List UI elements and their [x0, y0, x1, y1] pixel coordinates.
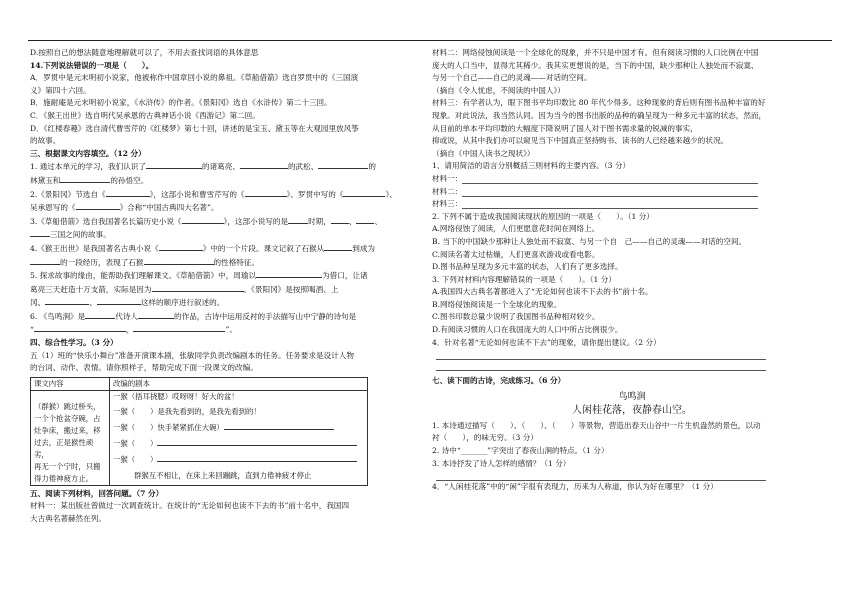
right-column: [432, 47, 832, 494]
script-line: 群猴互不相让，在床上来回蹦跳，直到力倦神疲才停止: [110, 470, 368, 486]
fill-5-line-3: [30, 296, 422, 310]
fill-4-text-c: 到成为: [352, 243, 376, 253]
script-line: [110, 437, 368, 453]
blank[interactable]: [245, 188, 287, 197]
fill-2-text-c: 》、罗贯中写的《: [286, 189, 344, 199]
q14-option-d: D．《红楼春趣》选自清代曹雪芹的《红楼梦》第七十回，讲述的是宝玉、黛玉等在大观园里放风筝: [30, 123, 359, 133]
fill-5-text-a: 5. 探求故事的缘由，能帮助我们理解课文。《草船借箭》中，周瑜以: [30, 271, 257, 281]
fill-4-line-2: [30, 256, 422, 270]
answer-line[interactable]: [436, 360, 766, 371]
fill-3-text-c: 时期，: [308, 216, 331, 226]
material-3-line-4: 抑或说，从其中我们亦可以窥见当下中国真正坚持购书、读书的人已经越来越少的状况。: [432, 136, 729, 146]
original-text-line: 再无一个宁时，只搬: [34, 461, 101, 471]
q14-option-b: B．施耐庵是元末明初小说家，《水浒传》的作者。《景阳冈》选自《水浒传》第二十三回。: [30, 98, 332, 108]
fill-4-text-a: 4.《猴王出世》是我国著名古典小说《: [30, 243, 159, 253]
section-4-intro-2: 的台词、动作、表情。请你照样子，帮助完成下面一段课文的改编。: [30, 363, 258, 373]
blank[interactable]: [256, 269, 322, 278]
blank[interactable]: [288, 215, 308, 224]
fill-5-text-c: 葛亮三天赶造十万支箭，实际是因为: [30, 284, 152, 294]
answer-label: 材料三：: [432, 199, 463, 209]
fill-6-line-2: [30, 323, 422, 337]
fill-2-line-2: [30, 201, 422, 215]
blank[interactable]: [331, 215, 349, 224]
script-text: 一猴（ ）快手紧紧抓住大碗）: [113, 422, 224, 432]
blank[interactable]: [318, 160, 368, 169]
fill-2-text-f: 》合称“中国古典四大名著”。: [119, 203, 219, 213]
fill-1-text-c: 的武松、: [287, 162, 319, 172]
reading-q3-option-b: B.网络侵蚀阅读是一个全球化的现象。: [432, 299, 562, 309]
poem-q2: 2. 诗中“_______”字突出了春夜山涧的特点。（1 分）: [432, 446, 609, 456]
answer-row: [432, 186, 832, 199]
script-line: 一猴（捂耳挠腮）哎呀呀！好大的盆！: [110, 390, 368, 406]
fill-5-line-1: [30, 269, 422, 283]
original-text-cell: [31, 390, 110, 485]
fill-3-text-f: 三国之间的故事。: [50, 230, 111, 240]
blank[interactable]: [106, 188, 150, 197]
fill-5-text-d: 。《景阳冈》是按照喝酒、上: [243, 284, 339, 294]
blank[interactable]: [159, 242, 203, 251]
section-7-title: 七、读下面的古诗，完成练习。（6 分）: [432, 376, 566, 386]
fill-3-line-2: [30, 228, 422, 242]
blank[interactable]: [133, 323, 225, 332]
fill-6-text-e: ，: [125, 325, 134, 335]
script-text: 一猴（ ）是我先看到的，是我先看到的！: [113, 406, 261, 416]
material-2-line-3: 与另一个自己——自己的灵魂——对话的空间。: [432, 73, 592, 83]
q14-option-a-cont: 义》第四十六回。: [30, 85, 91, 95]
script-text: 一猴（ ）: [113, 455, 158, 465]
fill-6-text-b: 代诗人: [115, 311, 139, 321]
reading-q2-option-c: C.阅读名著太过枯燥，人们更喜欢游戏或看电影。: [432, 249, 600, 259]
poem-q3: 3. 本诗抒发了诗人怎样的感情？（1 分）: [432, 458, 571, 468]
poem-line: 人闲桂花落，夜静春山空。: [572, 404, 692, 416]
material-1-line-1: 材料一：某出版社曾做过一次调查统计。在统计的“无论如何也读不下去的书”前十名中，我国四: [30, 501, 350, 511]
blank[interactable]: [45, 296, 89, 305]
fill-6-line-1: [30, 310, 422, 324]
fill-1-text-f: 的孙悟空。: [110, 175, 149, 185]
blank[interactable]: [224, 421, 334, 430]
original-text-line: 得力倦神疲方止。: [34, 473, 94, 483]
fill-2-text-b: 》，这部小说和曹雪芹写的《: [149, 189, 245, 199]
answer-line[interactable]: [462, 186, 758, 197]
poem-q1-line-2: 衬（ ），的味无穷。（3 分）: [432, 433, 538, 443]
poem-q4: 4．“人闲桂花落”中的“闲”字很有表现力，历来为人称道，你认为好在哪里？（1 分）: [432, 482, 718, 492]
fill-4-text-d: 的一段经历，表现了石猴: [60, 257, 144, 267]
blank[interactable]: [157, 437, 357, 446]
blank[interactable]: [343, 188, 385, 197]
answer-line[interactable]: [462, 173, 758, 184]
fill-5-text-e: 冈、: [30, 298, 46, 308]
section-5-title: 五、阅读下列材料，回答问题。（7 分）: [30, 488, 164, 498]
q14-option-a: A．罗贯中是元末明初小说家，他被称作中国章回小说的鼻祖。《草船借箭》选自罗贯中的《三国演: [30, 73, 359, 83]
material-1-line-2: 大古典名著赫然在列。: [30, 514, 106, 524]
blank[interactable]: [240, 160, 288, 169]
answer-line[interactable]: [436, 470, 766, 481]
reading-q4: 4．针对名著“无论如何也读不下去”的现象，请你提出建议。（2 分）: [432, 337, 661, 347]
reading-q2-option-a: A.网络侵蚀了阅读，人们更愿意花时间在网络上。: [432, 224, 600, 234]
poem-q1-line-1: 1. 本诗通过描写（ ）、（ ）、（ ）等景物，营造出春天山谷中一片生机盎然的景色，以动: [432, 420, 761, 430]
q13-option-d: D.按照自己的想法随意地理解就可以了，不用去查找词语的具体意思: [30, 48, 259, 57]
answer-line[interactable]: [436, 349, 766, 360]
blank[interactable]: [97, 296, 141, 305]
q14-title: 14.下列说法错误的一项是（ ）。: [30, 60, 154, 70]
blank[interactable]: [30, 256, 60, 265]
material-3-source: （摘自《中国人读书之现状》）: [432, 148, 535, 158]
fill-1-line-2: [30, 174, 422, 188]
answer-row: [432, 198, 832, 211]
material-2-source: （摘自《令人忧虑，不阅读的中国人》）: [432, 85, 565, 95]
blank[interactable]: [144, 256, 214, 265]
q14-option-c: C．《猴王出世》选自明代吴承恩的古典神话小说《西游记》第二回。: [30, 110, 260, 120]
answer-row: [432, 173, 832, 186]
original-text-line: （群猴）跳过桥头，: [34, 401, 101, 411]
blank[interactable]: [34, 323, 126, 332]
fill-6-text-a: 6. 《鸟鸣涧》是: [30, 311, 86, 321]
section-4-intro-1: 五（1）班的“快乐小舞台”准备开演课本剧，张敏同学负责改编剧本的任务。任务要求是设计人物: [30, 350, 354, 360]
fill-1-text-d: 的: [368, 162, 376, 172]
script-line: [110, 406, 368, 421]
poem-title: 鸟鸣涧: [618, 391, 646, 402]
fill-2-text-d: 》、: [385, 189, 397, 199]
fill-2-line-1: [30, 188, 422, 202]
fill-4-line-1: [30, 242, 422, 256]
original-text-line: 过去，正是猴性顽劣，: [34, 437, 94, 459]
table-header: 课文内容: [31, 377, 110, 390]
material-2-line-2: 庞大的人口当中，显得尤其稀少。我其实更想说的是，当下的中国，缺少那种让人独处而不寂寞、: [432, 60, 759, 70]
blank[interactable]: [152, 283, 244, 292]
fill-3-line-1: [30, 215, 422, 229]
blank[interactable]: [30, 228, 50, 237]
answer-label: 材料一：: [432, 173, 463, 183]
fill-1-text-b: 的诸葛亮、: [201, 162, 240, 172]
fill-3-text-e: 、: [374, 216, 383, 226]
reading-q1: 1、请用简洁的语言分别概括三则材料的主要内容。（3 分）: [432, 161, 631, 171]
script-line: [110, 421, 368, 437]
blank[interactable]: [85, 310, 115, 319]
blank[interactable]: [146, 160, 202, 169]
fill-5-text-f: 、: [89, 298, 97, 308]
left-column: [30, 47, 422, 526]
fill-3-text-a: 3.《草船借箭》选自我国著名长篇历史小说《: [30, 216, 182, 226]
table-header-row: [31, 377, 368, 390]
fill-6-text-c: 的作品，古诗中运用反衬的手法描写山中宁静的诗句是: [174, 311, 357, 321]
fill-2-text-a: 2.《景阳冈》节选自《: [30, 189, 106, 199]
adaptation-table: [30, 377, 368, 486]
blank[interactable]: [138, 310, 174, 319]
blank[interactable]: [76, 201, 120, 210]
blank[interactable]: [356, 215, 374, 224]
answer-line[interactable]: [462, 198, 758, 209]
fill-5-text-b: 为借口，让诸: [322, 271, 368, 281]
header-rule: [28, 40, 832, 41]
section-4-title: 四、综合性学习。（3 分）: [30, 338, 118, 348]
fill-3-text-d: 、: [348, 216, 357, 226]
reading-q2: 2. 下列不属于造成我国阅读现状的原因的一项是（ ）。（1 分）: [432, 211, 654, 221]
blank[interactable]: [60, 174, 110, 183]
reading-q2-option-b: B. 当下的中国缺少那种让人独处而不寂寞、与另一个自 己——自己的灵魂——对话的空间。: [432, 236, 747, 246]
section-3-title: 三、根据课文内容填空。（12 分）: [30, 148, 146, 158]
fill-1-text-e: 林黛玉和: [30, 175, 61, 185]
answer-label: 材料二：: [432, 186, 463, 196]
fill-6-text-d: “: [30, 325, 34, 335]
reading-q3-option-c: C.图书印数总量少说明了我国图书品种相对较少。: [432, 312, 600, 322]
reading-q3-option-a: A.我国四大古典名著都进入了“无论如何也读不下去的书”前十名。: [432, 287, 653, 297]
blank[interactable]: [182, 215, 224, 224]
original-text-line: 灶争床，搬过来，移: [34, 425, 101, 435]
fill-2-text-e: 吴承恩写的《: [30, 203, 76, 213]
material-2-line-1: 材料二：网络侵蚀阅读是一个全球化的现象，并不只是中国才有。但有阅读习惯的人口比例在中国: [432, 48, 759, 57]
table-row: [31, 390, 368, 406]
material-3-line-3: 从目前的单本平均印数的大幅度下降说明了国人对于图书需求量的锐减的事实，: [432, 123, 698, 133]
fill-6-text-f: ”。: [225, 325, 237, 335]
script-line: [110, 453, 368, 469]
blank[interactable]: [324, 242, 352, 251]
script-text: 一猴（ ）: [113, 439, 158, 449]
original-text-line: 一个个抢盆夺碗，占: [34, 413, 101, 423]
reading-q3-option-d: D.有阅读习惯的人口在我国庞大的人口中所占比例很少。: [432, 325, 623, 335]
fill-4-text-e: 的性格特征。: [213, 257, 260, 267]
fill-1-line-1: [30, 160, 422, 174]
q14-option-d-cont: 的故事。: [30, 136, 61, 146]
fill-5-line-2: [30, 283, 422, 297]
reading-q3: 3. 下列对材料内容理解错误的一项是（ ）。（1 分）: [432, 274, 616, 284]
material-3-line-2: 现象。对此说法，我当然认同。因为当今的图书出版的品种的确呈现为一种多元丰富的状态，然而，: [432, 110, 767, 120]
fill-1-text-a: 1. 通过本单元的学习，我们认识了: [30, 162, 146, 172]
fill-4-text-b: 》中的一个片段。课文记叙了石猴从: [202, 243, 325, 253]
fill-3-text-b: 》，这部小说写的是: [223, 216, 289, 226]
reading-q2-option-d: D.图书品种呈现为多元丰富的状态，人们有了更多选择。: [432, 262, 623, 272]
table-header: 改编的剧本: [110, 377, 368, 390]
fill-5-text-g: 这样的顺序进行叙述的。: [140, 298, 225, 308]
blank[interactable]: [157, 453, 357, 462]
material-3-line-1: 材料三：有学者认为，眼下图书平均印数比 80 年代少得多。这种现象的背后则有图书品种丰富的好: [432, 98, 766, 108]
